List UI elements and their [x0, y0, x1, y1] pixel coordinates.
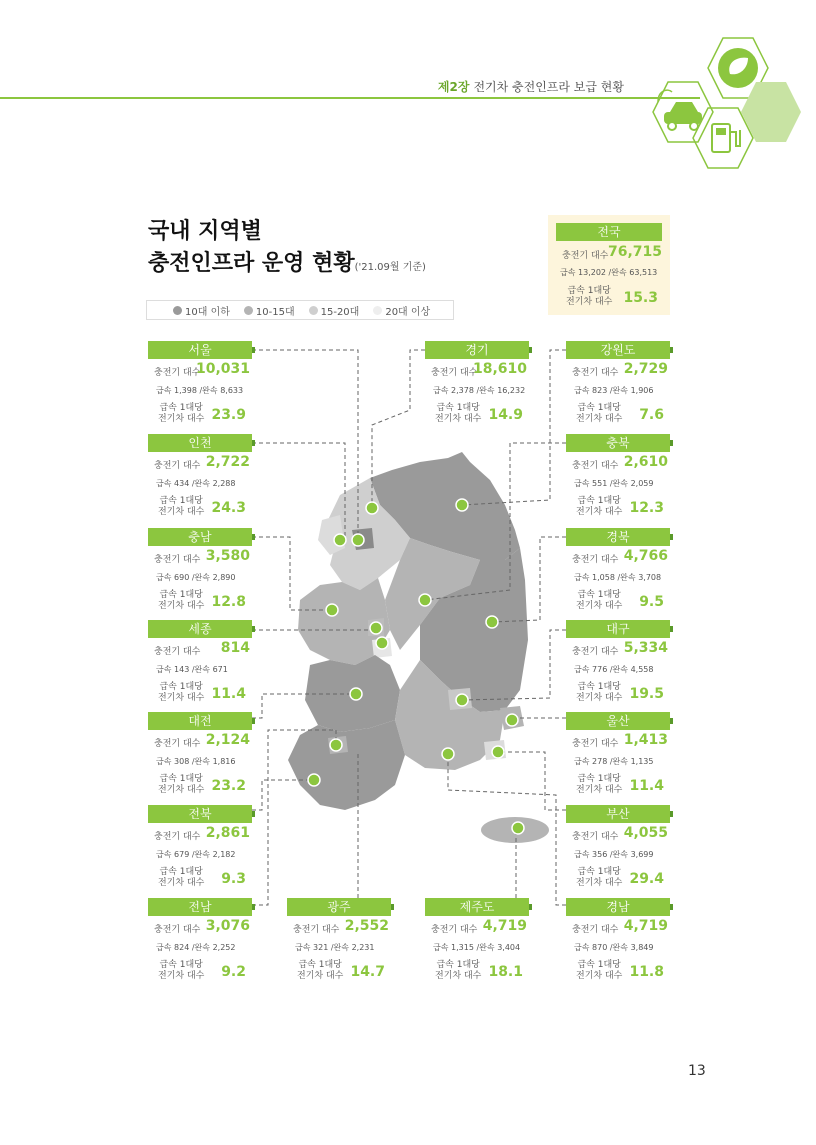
- chargers-value: 10,031: [195, 361, 250, 377]
- region-name: 제주도: [425, 898, 529, 916]
- fast-slow: 급속 679 /완속 2,182: [156, 850, 236, 859]
- region-name: 대전: [148, 712, 252, 730]
- region-name: 경북: [566, 528, 670, 546]
- region-jeju: [481, 817, 549, 843]
- chargers-label: 충전기 대수: [154, 832, 201, 842]
- ratio-label: 급속 1대당 전기차 대수: [435, 403, 482, 424]
- fast-slow: 급속 551 /완속 2,059: [574, 479, 654, 488]
- ratio-label: 급속 1대당 전기차 대수: [158, 867, 205, 888]
- chargers-label: 충전기 대수: [572, 925, 619, 935]
- national-title: 전국: [556, 223, 662, 241]
- chargers-value: 2,861: [205, 825, 250, 841]
- region-name: 강원도: [566, 341, 670, 359]
- ratio-value: 23.9: [211, 407, 246, 423]
- region-name: 전북: [148, 805, 252, 823]
- hexagon-icons: [628, 30, 816, 170]
- region-card-gyeongnam: [566, 898, 670, 984]
- legend-dot: [373, 306, 382, 315]
- ratio-value: 9.2: [221, 964, 246, 980]
- region-chungnam: [298, 578, 390, 665]
- fast-slow: 급속 1,315 /완속 3,404: [433, 943, 521, 952]
- ratio-value: 9.3: [221, 871, 246, 887]
- page-title: [148, 216, 426, 284]
- region-card-busan: [566, 805, 670, 891]
- region-name: 전남: [148, 898, 252, 916]
- region-daejeon: [372, 638, 392, 658]
- region-name: 세종: [148, 620, 252, 638]
- legend-dot: [244, 306, 253, 315]
- chargers-label: 충전기 대수: [293, 925, 340, 935]
- region-name: 울산: [566, 712, 670, 730]
- legend-item: 15-20대: [309, 303, 360, 318]
- region-card-jeju: [425, 898, 529, 984]
- chargers-value: 2,729: [623, 361, 668, 377]
- legend-item: 20대 이상: [373, 303, 430, 318]
- fast-slow: 급속 308 /완속 1,816: [156, 757, 236, 766]
- ratio-label: 급속 1대당 전기차 대수: [158, 403, 205, 424]
- ratio-value: 14.7: [350, 964, 385, 980]
- fast-slow: 급속 2,378 /완속 16,232: [433, 386, 526, 395]
- national-chargers: 76,715: [607, 244, 662, 260]
- national-fast-slow: 급속 13,202 /완속 63,513: [560, 268, 658, 277]
- page-number: 13: [688, 1063, 706, 1079]
- ratio-value: 11.8: [629, 964, 664, 980]
- region-gwangju: [328, 736, 348, 754]
- chargers-value: 3,076: [205, 918, 250, 934]
- region-busan: [484, 740, 506, 760]
- ratio-value: 11.4: [211, 686, 246, 702]
- chargers-value: 4,766: [623, 548, 668, 564]
- chargers-value: 3,580: [205, 548, 250, 564]
- ratio-value: 29.4: [629, 871, 664, 887]
- ratio-value: 24.3: [211, 500, 246, 516]
- header-rule: [0, 97, 700, 99]
- chargers-label: 충전기 대수: [154, 739, 201, 749]
- region-card-daegu: [566, 620, 670, 706]
- chargers-value: 2,124: [205, 732, 250, 748]
- ratio-value: 9.5: [639, 594, 664, 610]
- ratio-label: 급속 1대당 전기차 대수: [576, 590, 623, 611]
- chargers-label: 충전기 대수: [572, 739, 619, 749]
- ratio-value: 14.9: [488, 407, 523, 423]
- region-name: 서울: [148, 341, 252, 359]
- ratio-value: 23.2: [211, 778, 246, 794]
- ratio-label: 급속 1대당 전기차 대수: [576, 774, 623, 795]
- ratio-value: 12.3: [629, 500, 664, 516]
- ratio-value: 11.4: [629, 778, 664, 794]
- fast-slow: 급속 824 /완속 2,252: [156, 943, 236, 952]
- region-name: 경남: [566, 898, 670, 916]
- chargers-label: 충전기 대수: [572, 461, 619, 471]
- region-sejong: [368, 618, 384, 636]
- chargers-value: 2,552: [344, 918, 389, 934]
- ratio-label: 급속 1대당 전기차 대수: [576, 867, 623, 888]
- fast-slow: 급속 143 /완속 671: [156, 665, 228, 674]
- ratio-label: 급속 1대당 전기차 대수: [576, 403, 623, 424]
- fast-slow: 급속 278 /완속 1,135: [574, 757, 654, 766]
- legend-item: 10-15대: [244, 303, 295, 318]
- national-summary: [548, 215, 670, 315]
- chargers-value: 4,055: [623, 825, 668, 841]
- chargers-value: 814: [220, 640, 250, 656]
- chargers-value: 2,610: [623, 454, 668, 470]
- fast-slow: 급속 356 /완속 3,699: [574, 850, 654, 859]
- chargers-label: 충전기 대수: [572, 647, 619, 657]
- region-card-gwangju: [287, 898, 391, 984]
- legend-dot: [309, 306, 318, 315]
- chargers-value: 5,334: [623, 640, 668, 656]
- ratio-label: 급속 1대당 전기차 대수: [158, 774, 205, 795]
- region-card-jeonnam: [148, 898, 252, 984]
- fast-slow: 급속 776 /완속 4,558: [574, 665, 654, 674]
- chargers-label: 충전기 대수: [154, 555, 201, 565]
- chargers-value: 18,610: [472, 361, 527, 377]
- chapter-title: 전기차 충전인프라 보급 현황: [473, 80, 624, 94]
- chargers-value: 2,722: [205, 454, 250, 470]
- national-ratio: 15.3: [623, 290, 658, 306]
- fast-slow: 급속 870 /완속 3,849: [574, 943, 654, 952]
- ratio-label: 급속 1대당 전기차 대수: [158, 960, 205, 981]
- chargers-value: 4,719: [623, 918, 668, 934]
- region-incheon: [318, 515, 345, 555]
- chapter-number: 제2장: [437, 80, 470, 94]
- region-jeonbuk: [305, 655, 400, 732]
- fast-slow: 급속 1,058 /완속 3,708: [574, 573, 662, 582]
- ratio-label: 급속 1대당 전기차 대수: [158, 682, 205, 703]
- region-card-ulsan: [566, 712, 670, 798]
- region-card-chungnam: [148, 528, 252, 614]
- region-name: 경기: [425, 341, 529, 359]
- fast-slow: 급속 690 /완속 2,890: [156, 573, 236, 582]
- ratio-value: 19.5: [629, 686, 664, 702]
- chargers-label: 충전기 대수: [572, 832, 619, 842]
- ratio-value: 12.8: [211, 594, 246, 610]
- region-gyeongnam: [395, 660, 505, 770]
- globe-leaf-icon: [718, 48, 758, 88]
- chargers-label: 충전기 대수: [154, 461, 201, 471]
- chapter-header: [438, 78, 624, 95]
- region-card-daejeon: [148, 712, 252, 798]
- region-card-chungbuk: [566, 434, 670, 520]
- ratio-label: 급속 1대당 전기차 대수: [576, 496, 623, 517]
- chargers-label: 충전기 대수: [572, 555, 619, 565]
- region-daegu: [448, 688, 472, 710]
- region-gyeonggi: [328, 478, 410, 590]
- region-card-jeonbuk: [148, 805, 252, 891]
- chargers-label: 충전기 대수: [154, 368, 201, 378]
- national-chargers-label: 충전기 대수: [562, 251, 609, 261]
- ratio-label: 급속 1대당 전기차 대수: [435, 960, 482, 981]
- region-jeonnam: [288, 720, 405, 810]
- chargers-label: 충전기 대수: [154, 647, 201, 657]
- region-card-incheon: [148, 434, 252, 520]
- charging-station-icon: [712, 124, 740, 152]
- region-card-gyeongbuk: [566, 528, 670, 614]
- legend-dot: [173, 306, 182, 315]
- ratio-label: 급속 1대당 전기차 대수: [158, 590, 205, 611]
- region-name: 광주: [287, 898, 391, 916]
- title-note: ('21.09월 기준): [354, 262, 426, 273]
- ratio-value: 18.1: [488, 964, 523, 980]
- region-chungbuk: [385, 538, 480, 650]
- region-gangwon: [370, 452, 520, 560]
- fast-slow: 급속 1,398 /완속 8,633: [156, 386, 244, 395]
- chargers-label: 충전기 대수: [431, 368, 478, 378]
- ratio-label: 급속 1대당 전기차 대수: [158, 496, 205, 517]
- region-ulsan: [500, 706, 524, 730]
- region-seoul: [352, 528, 374, 550]
- ratio-value: 7.6: [639, 407, 664, 423]
- chargers-value: 1,413: [623, 732, 668, 748]
- ratio-label: 급속 1대당 전기차 대수: [297, 960, 344, 981]
- region-name: 인천: [148, 434, 252, 452]
- car-plug-icon: [658, 90, 702, 130]
- region-card-seoul: [148, 341, 252, 427]
- fast-slow: 급속 823 /완속 1,906: [574, 386, 654, 395]
- title-line-2: 충전인프라 운영 현황('21.09월 기준): [148, 251, 426, 276]
- legend-item: 10대 이하: [173, 303, 230, 318]
- ratio-label: 급속 1대당 전기차 대수: [576, 960, 623, 981]
- charger-markers: [308, 499, 524, 834]
- region-name: 충남: [148, 528, 252, 546]
- chargers-value: 4,719: [482, 918, 527, 934]
- national-ratio-label: 급속 1대당 전기차 대수: [566, 286, 613, 307]
- ratio-label: 급속 1대당 전기차 대수: [576, 682, 623, 703]
- region-card-sejong: [148, 620, 252, 706]
- fast-slow: 급속 321 /완속 2,231: [295, 943, 375, 952]
- fast-slow: 급속 434 /완속 2,288: [156, 479, 236, 488]
- chargers-label: 충전기 대수: [154, 925, 201, 935]
- map-legend: [146, 300, 454, 320]
- title-line-1: 국내 지역별: [148, 219, 262, 244]
- region-name: 대구: [566, 620, 670, 638]
- chargers-label: 충전기 대수: [431, 925, 478, 935]
- chargers-label: 충전기 대수: [572, 368, 619, 378]
- region-card-gangwon: [566, 341, 670, 427]
- region-name: 충북: [566, 434, 670, 452]
- region-name: 부산: [566, 805, 670, 823]
- region-card-gyeonggi: [425, 341, 529, 427]
- region-gyeongbuk: [420, 548, 528, 712]
